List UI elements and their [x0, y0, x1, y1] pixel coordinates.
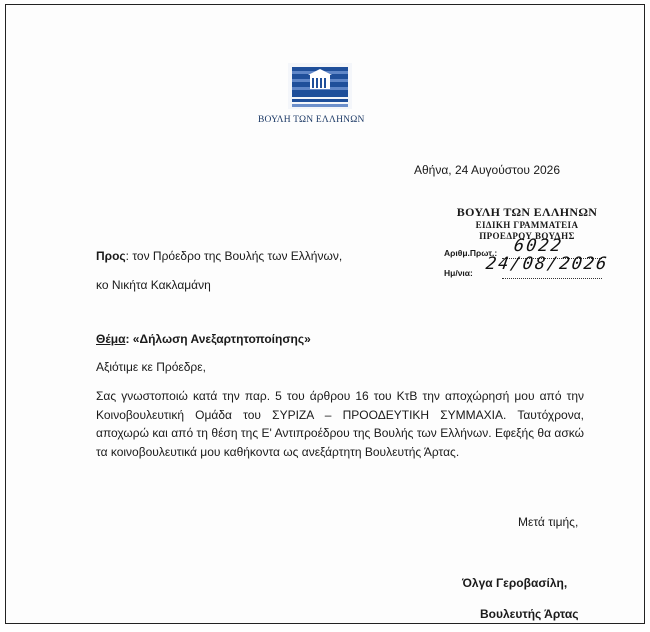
stamp-protocol-value: 6022 — [512, 236, 565, 256]
closing: Μετά τιμής, — [518, 515, 579, 529]
stamp-org: ΒΟΥΛΗ ΤΩΝ ΕΛΛΗΝΩΝ — [456, 205, 598, 219]
greeting: Αξιότιμε κε Πρόεδρε, — [96, 360, 206, 374]
stamp-dept: ΕΙΔΙΚΗ ΓΡΑΜΜΑΤΕΙΑ — [475, 220, 579, 230]
recipient-line — [96, 249, 342, 263]
recipient-label: Προς — [96, 249, 126, 263]
stamp-date-label: Ημ/νια: — [444, 268, 473, 278]
org-name: ΒΟΥΛΗ ΤΩΝ ΕΛΛΗΝΩΝ — [258, 115, 365, 125]
stamp-protocol-label: Αριθμ.Πρωτ.: — [444, 248, 498, 258]
recipient-text: : τον Πρόεδρο της Βουλής των Ελλήνων, — [125, 249, 343, 263]
signer-name: Όλγα Γεροβασίλη, — [462, 576, 568, 590]
subject-label: Θέμα — [96, 332, 126, 346]
stamp-office: ΠΡΟΕΔΡΟΥ ΒΟΥΛΗΣ — [479, 231, 575, 241]
subject-text: : «Δήλωση Ανεξαρτητοποίησης» — [125, 332, 311, 346]
subject-line — [96, 332, 311, 346]
parliament-logo-icon — [288, 63, 352, 109]
stamp-date-row — [444, 268, 473, 278]
recipient-name: κο Νικήτα Κακλαμάνη — [96, 278, 211, 292]
protocol-stamp — [442, 205, 612, 282]
document-page — [5, 4, 645, 624]
body-paragraph: Σας γνωστοποιώ κατά την παρ. 5 του άρθρου 16 του ΚτΒ την αποχώρησή μου από την Κοινοβουλευτική Ομάδα του ΣΥΡΙΖΑ – ΠΡΟΟΔΕΥΤΙΚΗ ΣΥΜΜΑΧΙΑ. Ταυτόχρονα, αποχωρώ και από τη θέση της Ε' Αντιπροέδρου της Βουλής των Ελλήνων. Εφεξής θα ασκώ τα κοινοβουλευτικά μου καθήκοντα ως ανεξάρτητη Βουλευτής Άρτας. — [96, 389, 584, 459]
date-line: Αθήνα, 24 Αυγούστου 2026 — [414, 163, 561, 177]
stamp-date-value: 24/08/2026 — [484, 254, 610, 274]
signer-title: Βουλευτής Άρτας — [480, 607, 579, 621]
